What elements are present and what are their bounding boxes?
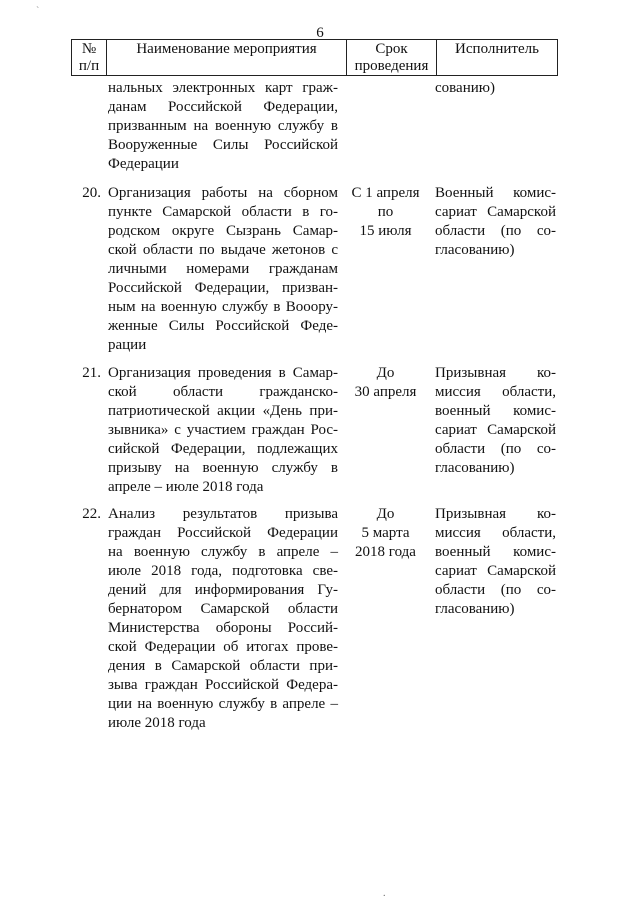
header-col-name: Наименование мероприятия: [107, 40, 347, 76]
table-header: [71, 39, 558, 76]
header-col-executor: Исполнитель: [437, 40, 558, 76]
header-col-term: Срок проведения: [347, 40, 437, 76]
row-executor: Призывная ко- миссия области, военный комис- сариат Самарской области (по со- гласованию): [435, 365, 556, 476]
row-number: 20.: [82, 185, 101, 201]
row-term: До 5 марта 2018 года: [355, 506, 416, 560]
scan-speck: .: [383, 888, 386, 899]
page-number: 6: [316, 25, 324, 41]
row-name: нальных электронных карт граж- данам Российской Федерации, призванным на военную службу в Вооруженные Силы Российской Федерации: [108, 80, 338, 172]
row-term: С 1 апреля по 15 июля: [351, 185, 420, 239]
row-executor: Военный комис- сариат Самарской области (по со- гласованию): [435, 185, 556, 258]
row-executor: Призывная ко- миссия области, военный комис- сариат Самарской области (по со- гласованию): [435, 506, 556, 617]
header-col-number: № п/п: [72, 40, 107, 76]
row-number: 22.: [82, 506, 101, 522]
row-name: Организация работы на сборном пункте Самарской области в го- родском округе Сызрань Самар- ской области по выдаче жетонов с личными номерами гражданам Российской Федерации, призван- ным на военную службу в Вооору- женные Силы Российской Феде- рации: [108, 185, 338, 353]
row-name: Анализ результатов призыва граждан Российской Федерации на военную службу в апреле – июле 2018 года, подготовка све- дений для информирования Гу- бернатором Самарской области Министерства обороны Россий- ской Федерации об итогах прове- дения в Самарской области при- зыва граждан Российской Федера- ции на военную службу в апреле – июле 2018 года: [108, 506, 338, 731]
row-executor: сованию): [435, 80, 495, 96]
scan-speck: `: [36, 6, 40, 17]
row-number: 21.: [82, 365, 101, 381]
row-name: Организация проведения в Самар- ской области гражданско- патриотической акции «День при- зывника» с участием граждан Рос- сийской Федерации, подлежащих призыву на военную службу в апреле – июле 2018 года: [108, 365, 338, 495]
row-term: До 30 апреля: [354, 365, 417, 400]
